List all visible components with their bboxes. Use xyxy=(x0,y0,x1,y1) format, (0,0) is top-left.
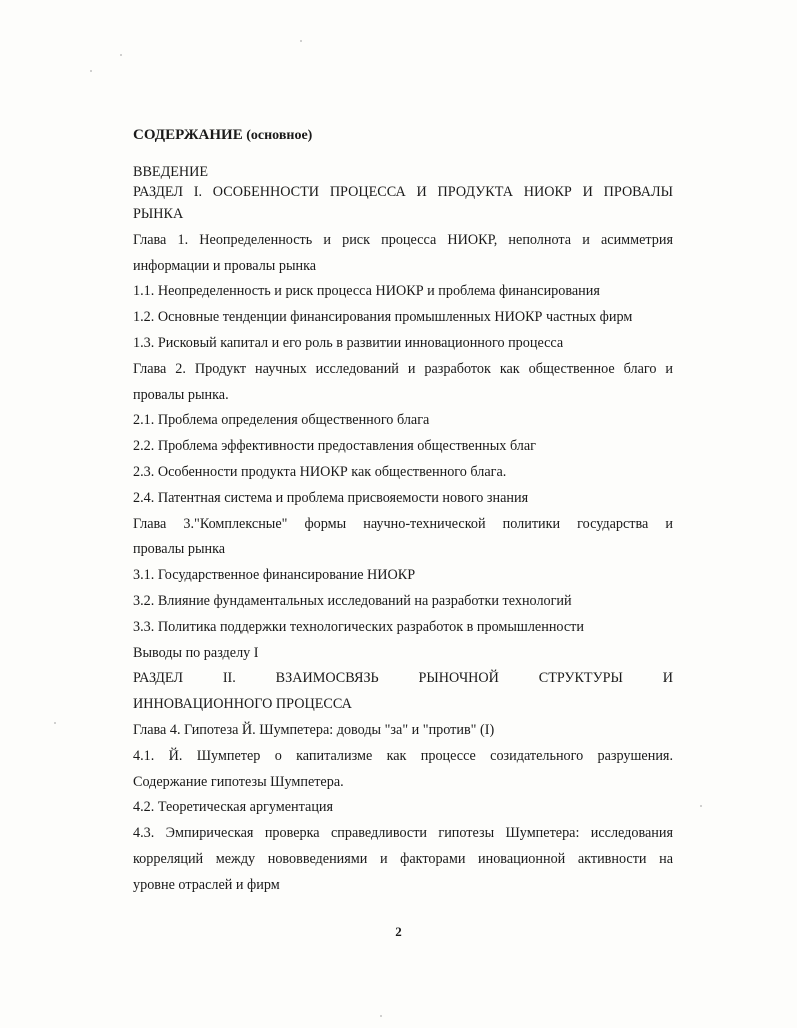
toc-item-4-1-line-2: Содержание гипотезы Шумпетера. xyxy=(133,773,344,790)
toc-title xyxy=(133,125,673,146)
toc-conclusions-section-1: Выводы по разделу I xyxy=(133,644,259,661)
toc-title-main: СОДЕРЖАНИЕ xyxy=(133,127,243,143)
toc-section-1-title-line-1: РАЗДЕЛ I. ОСОБЕННОСТИ ПРОЦЕССА И ПРОДУКТА НИОКР И ПРОВАЛЫ xyxy=(133,184,673,200)
toc-item-4-3-line-2: корреляций между нововведениями и факторами иновационной активности на xyxy=(133,850,673,867)
page-number: 2 xyxy=(395,924,402,939)
toc-chapter-1-line-1: Глава 1. Неопределенность и риск процесса НИОКР, неполнота и асимметрия xyxy=(133,231,673,248)
toc-chapter-3-line-2: провалы рынка xyxy=(133,541,226,558)
toc-item-1-1: 1.1. Неопределенность и риск процесса НИОКР и проблема финансирования xyxy=(133,283,600,300)
toc-introduction: ВВЕДЕНИЕ xyxy=(133,164,209,180)
toc-chapter-3-line-1: Глава 3."Комплексные" формы научно-технической политики государства и xyxy=(133,515,673,532)
scan-speck xyxy=(90,70,92,72)
toc-chapter-2-line-1: Глава 2. Продукт научных исследований и разработок как общественное благо и xyxy=(133,360,673,377)
toc-item-1-2: 1.2. Основные тенденции финансирования промышленных НИОКР частных фирм xyxy=(133,309,633,326)
toc-chapter-2-line-2: провалы рынка. xyxy=(133,386,229,403)
toc-item-3-3: 3.3. Политика поддержки технологических разработок в промышленности xyxy=(133,618,584,635)
toc-item-2-4: 2.4. Патентная система и проблема присвояемости нового знания xyxy=(133,489,529,506)
toc-section-1-title-line-2: РЫНКА xyxy=(133,206,184,222)
scan-speck xyxy=(54,722,56,724)
toc-item-1-3: 1.3. Рисковый капитал и его роль в развитии инновационного процесса xyxy=(133,334,564,351)
toc-item-4-2: 4.2. Теоретическая аргументация xyxy=(133,799,334,816)
toc-title-suffix: (основное) xyxy=(242,128,313,143)
toc-item-4-3-line-1: 4.3. Эмпирическая проверка справедливости гипотезы Шумпетера: исследования xyxy=(133,825,673,842)
toc-item-4-3-line-3: уровне отраслей и фирм xyxy=(133,876,280,893)
toc-section-2-title-line-1: РАЗДЕЛ II. ВЗАИМОСВЯЗЬ РЫНОЧНОЙ СТРУКТУРЫ И xyxy=(133,670,673,687)
table-of-contents xyxy=(133,125,673,899)
scan-speck xyxy=(380,1015,382,1017)
toc-item-2-2: 2.2. Проблема эффективности предоставления общественных благ xyxy=(133,438,536,455)
toc-item-4-1-line-1: 4.1. Й. Шумпетер о капитализме как процессе созидательного разрушения. xyxy=(133,747,673,764)
scan-speck xyxy=(300,40,302,42)
toc-section-2-title-line-2: ИННОВАЦИОННОГО ПРОЦЕССА xyxy=(133,696,352,713)
toc-chapter-4: Глава 4. Гипотеза Й. Шумпетера: доводы "за" и "против" (I) xyxy=(133,721,495,738)
toc-item-3-2: 3.2. Влияние фундаментальных исследований на разработки технологий xyxy=(133,592,572,609)
toc-item-2-1: 2.1. Проблема определения общественного блага xyxy=(133,412,430,429)
toc-chapter-1-line-2: информации и провалы рынка xyxy=(133,257,317,274)
scan-speck xyxy=(700,805,702,807)
scan-speck xyxy=(120,54,122,56)
toc-item-2-3: 2.3. Особенности продукта НИОКР как общественного блага. xyxy=(133,463,507,480)
toc-item-3-1: 3.1. Государственное финансирование НИОКР xyxy=(133,567,416,584)
